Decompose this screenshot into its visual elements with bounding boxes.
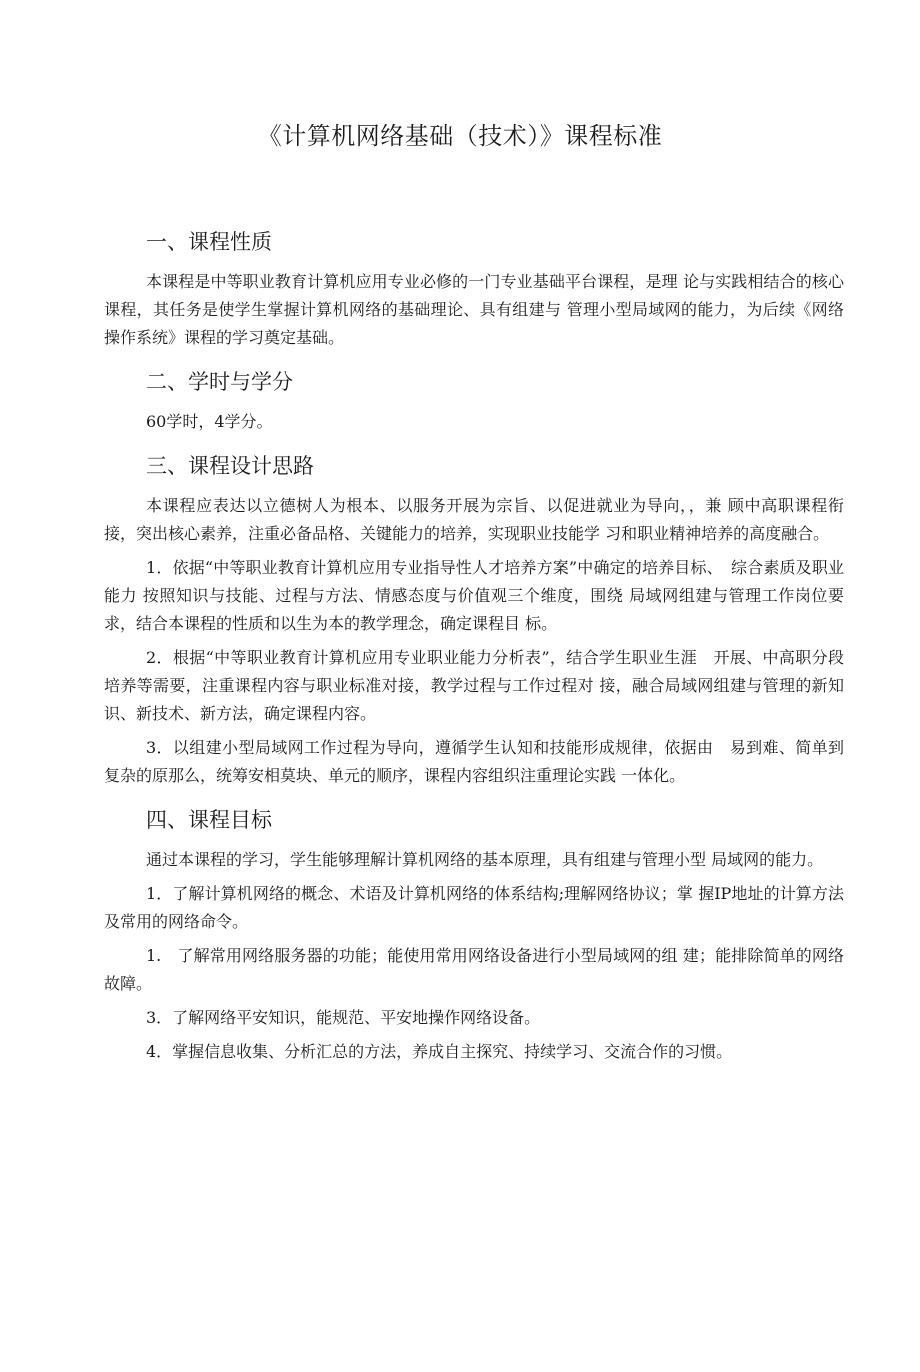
document-title: 《计算机网络基础（技术）》课程标准: [257, 122, 663, 150]
paragraph: 60学时，4学分。: [146, 412, 273, 431]
paragraph: 2．根据“中等职业教育计算机应用专业职业能力分析表”，结合学生职业生涯 开展、中高职分段培养等需要，注重课程内容与职业标准对接，教学过程与工作过程对 接，融合局域网组建与管理的新知识、新技术、新方法，确定课程内容。: [104, 648, 844, 723]
section-heading: 一、课程性质: [146, 230, 272, 254]
paragraph: 1．了解计算机网络的概念、术语及计算机网络的体系结构;理解网络协议；掌 握IP地址的计算方法及常用的网络命令。: [104, 884, 844, 931]
paragraph: 3．以组建小型局域网工作过程为导向，遵循学生认知和技能形成规律，依据由 易到难、简单到复杂的原那么，统筹安相莫块、单元的顺序，课程内容组织注重理论实践 一体化。: [104, 738, 844, 785]
paragraph: 1. 了解常用网络服务器的功能；能使用常用网络设备进行小型局域网的组 建；能排除简单的网络故障。: [104, 946, 844, 993]
paragraph: 本课程是中等职业教育计算机应用专业必修的一门专业基础平台课程，是理 论与实践相结合的核心课程，其任务是使学生掌握计算机网络的基础理论、具有组建与 管理小型局域网的能力，为后续《网络操作系统》课程的学习奠定基础。: [104, 272, 844, 347]
document-body: [104, 226, 844, 1066]
paragraph: 4．掌握信息收集、分析汇总的方法，养成自主探究、持续学习、交流合作的习惯。: [146, 1042, 733, 1061]
section-heading: 四、课程目标: [146, 808, 272, 832]
section-heading: 三、课程设计思路: [146, 454, 314, 478]
paragraph: 3．了解网络平安知识，能规范、平安地操作网络设备。: [146, 1008, 541, 1027]
section-heading: 二、学时与学分: [146, 370, 293, 394]
paragraph: 本课程应表达以立德树人为根本、以服务开展为宗旨、以促进就业为导向，，兼 顾中高职课程衔接，突出核心素养，注重必备品格、关键能力的培养，实现职业技能学 习和职业精神培养的高度融合。: [104, 496, 844, 543]
paragraph: 通过本课程的学习，学生能够理解计算机网络的基本原理，具有组建与管理小型 局域网的能力。: [146, 850, 824, 869]
paragraph: 1．依据“中等职业教育计算机应用专业指导性人才培养方案”中确定的培养目标、 综合素质及职业能力 按照知识与技能、过程与方法、情感态度与价值观三个维度，围绕 局域网组建与管理工作岗位要求，结合本课程的性质和以生为本的教学理念，确定课程目 标。: [104, 558, 844, 633]
